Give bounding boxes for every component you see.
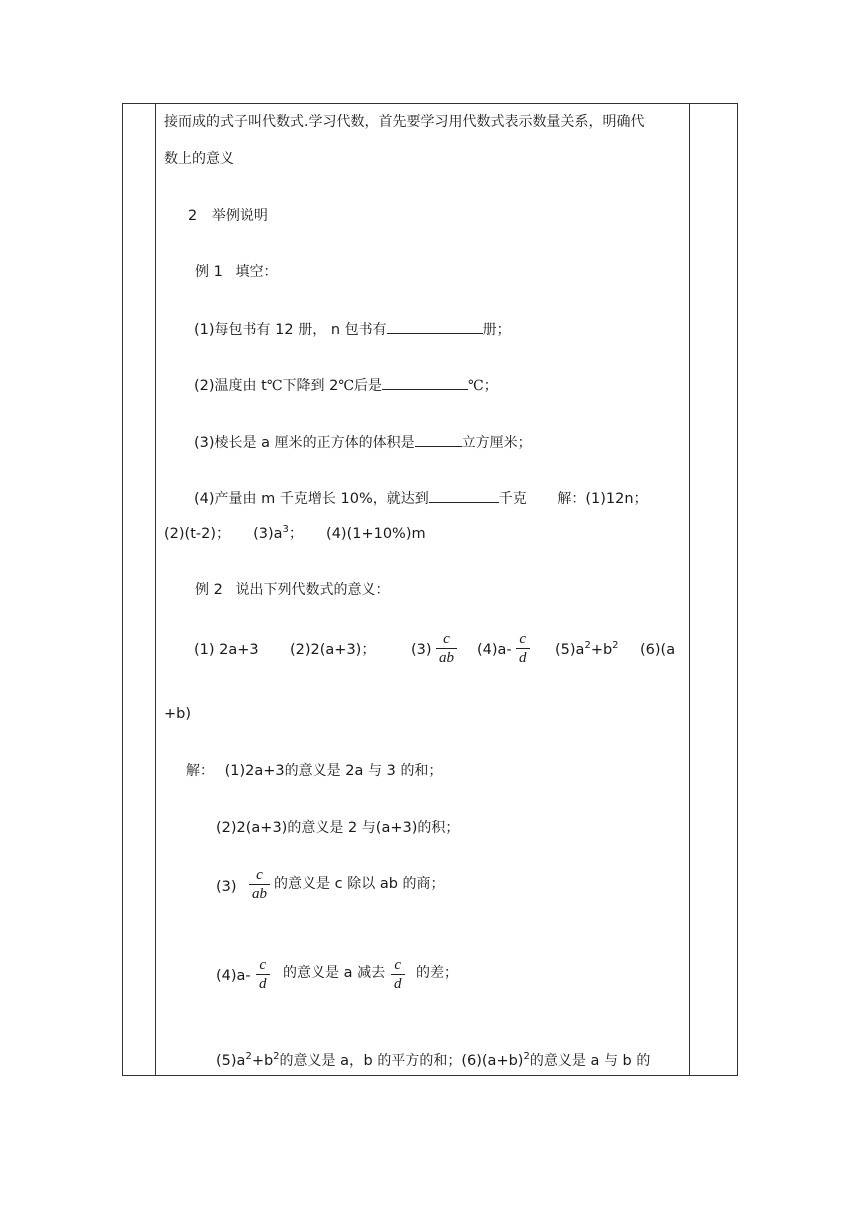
intro-line-2: 数上的意义 — [164, 151, 234, 167]
solution-line-3-label: (3) — [216, 879, 237, 895]
fraction-c-over-d: $\frac{c}{d}$ — [513, 630, 533, 667]
example-2-expr-6: (6)(a — [640, 642, 676, 658]
section-title: 举例说明 — [211, 208, 268, 224]
solution-line-4: 的意义是 a 减去 — [283, 965, 386, 981]
solution-line-3: 的意义是 c 除以 ab 的商； — [274, 876, 445, 892]
solution-line-1: 解： (1)2a+3的意义是 2a 与 3 的和； — [186, 763, 443, 779]
table-column-divider-left — [155, 103, 156, 1076]
table-column-divider-right — [689, 103, 690, 1076]
example-1-item-3: (3)棱长是 a 厘米的正方体的体积是 立方厘米； — [194, 432, 532, 453]
solution-fraction-c-over-ab: $\frac{c}{ab}$ — [246, 866, 273, 903]
example-2-expr-1: (1) 2a+3 — [194, 642, 259, 658]
example-2-heading: 例 2 说出下列代数式的意义： — [195, 582, 390, 598]
solution-fraction-c-over-d-2: $\frac{c}{d}$ — [388, 956, 408, 993]
solution-line-4-end: 的差； — [416, 965, 458, 981]
example-1-item-1: (1)每包书有 12 册， n 包书有 册； — [194, 319, 511, 340]
section-heading — [188, 206, 268, 226]
example-2-expr-2: (2)2(a+3)； — [290, 642, 376, 658]
fill-blank — [429, 488, 499, 503]
example-2-expr-4: (4)a- — [477, 642, 512, 658]
example-1-answers: (2)(t-2)； $(3)a^3$； (4)(1+10%)m — [164, 524, 426, 542]
fill-blank — [382, 375, 468, 390]
example-1-heading: 例 1 填空： — [195, 264, 278, 280]
example-2-expr-6-cont: +b) — [164, 706, 192, 722]
example-2-expr-3: (3) — [411, 642, 432, 658]
example-1-item-2: (2)温度由 t℃下降到 2℃后是 ℃； — [194, 375, 498, 396]
solution-line-2: (2)2(a+3)的意义是 2 与(a+3)的积； — [216, 820, 460, 836]
section-number: 2 — [188, 208, 198, 224]
solution-fraction-c-over-d-1: $\frac{c}{d}$ — [253, 956, 273, 993]
fill-blank — [387, 319, 483, 334]
solution-line-4-label: (4)a- — [216, 968, 251, 984]
example-1-item-4: (4)产量由 m 千克增长 10%，就达到 千克 解：(1)12n； — [194, 488, 648, 509]
example-2-expr-5: $(5)a^2+b^2$ — [555, 640, 619, 658]
fill-blank — [415, 432, 462, 447]
intro-line-1: 接而成的式子叫代数式.学习代数，首先要学习用代数式表示数量关系，明确代 — [164, 114, 645, 130]
fraction-c-over-ab: $\frac{c}{ab}$ — [433, 630, 460, 667]
solution-line-5: $(5)a^2+b^2$的意义是 a，b 的平方的和；$(6)(a+b)^2$的意义是 a 与 b 的 — [216, 1051, 651, 1069]
